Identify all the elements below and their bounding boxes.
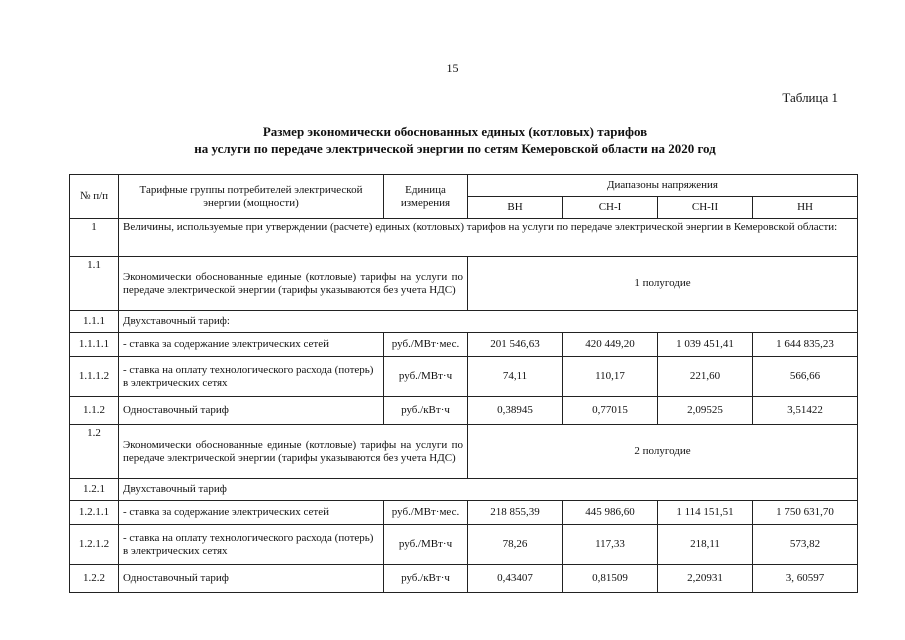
row-unit: руб./кВт·ч	[384, 397, 468, 425]
value-vn: 74,11	[468, 357, 563, 397]
header-sn1: СН-I	[563, 197, 658, 219]
row-unit: руб./МВт·ч	[384, 525, 468, 565]
header-nn: НН	[753, 197, 858, 219]
row-period: 1 полугодие	[468, 257, 858, 311]
table-row	[70, 479, 858, 501]
table-row	[70, 525, 858, 565]
row-num: 1.2	[70, 425, 119, 479]
row-unit: руб./МВт·ч	[384, 357, 468, 397]
title-line-2: на услуги по передаче электрической энергии по сетям Кемеровской области на 2020 год	[194, 141, 716, 156]
row-num: 1.1.1.2	[70, 357, 119, 397]
value-sn1: 420 449,20	[563, 333, 658, 357]
value-nn: 566,66	[753, 357, 858, 397]
row-text: Величины, используемые при утверждении (расчете) единых (котловых) тарифов на услуги по передаче электрической энергии в Кемеровской области:	[119, 219, 858, 257]
value-nn: 1 644 835,23	[753, 333, 858, 357]
header-unit: Единица измерения	[384, 175, 468, 219]
table-row	[70, 333, 858, 357]
value-sn2: 1 114 151,51	[658, 501, 753, 525]
value-nn: 3,51422	[753, 397, 858, 425]
value-nn: 1 750 631,70	[753, 501, 858, 525]
value-sn2: 2,20931	[658, 565, 753, 593]
value-sn1: 117,33	[563, 525, 658, 565]
value-sn1: 0,77015	[563, 397, 658, 425]
table-row	[70, 311, 858, 333]
value-vn: 201 546,63	[468, 333, 563, 357]
row-num: 1.2.1	[70, 479, 119, 501]
table-row	[70, 219, 858, 257]
title-line-1: Размер экономически обоснованных единых (котловых) тарифов	[262, 124, 648, 139]
row-text: - ставка на оплату технологического расхода (потерь) в электрических сетях	[119, 525, 384, 565]
value-nn: 573,82	[753, 525, 858, 565]
row-unit: руб./кВт·ч	[384, 565, 468, 593]
row-text: - ставка за содержание электрических сетей	[119, 501, 384, 525]
row-text: Экономически обоснованные единые (котловые) тарифы на услуги по передаче электрической энергии (тарифы указываются без учета НДС)	[119, 425, 468, 479]
value-sn1: 110,17	[563, 357, 658, 397]
value-vn: 0,38945	[468, 397, 563, 425]
tariff-table	[69, 174, 858, 593]
row-text: Одноставочный тариф	[119, 565, 384, 593]
row-num: 1.1.2	[70, 397, 119, 425]
table-row	[70, 357, 858, 397]
row-text: Экономически обоснованные единые (котловые) тарифы на услуги по передаче электрической энергии (тарифы указываются без учета НДС)	[119, 257, 468, 311]
row-text: Двухставочный тариф:	[119, 311, 858, 333]
value-nn: 3, 60597	[753, 565, 858, 593]
value-sn2: 2,09525	[658, 397, 753, 425]
header-num: № п/п	[70, 175, 119, 219]
row-num: 1	[70, 219, 119, 257]
value-sn1: 445 986,60	[563, 501, 658, 525]
table-row	[70, 565, 858, 593]
value-sn2: 221,60	[658, 357, 753, 397]
value-vn: 78,26	[468, 525, 563, 565]
row-num: 1.1.1.1	[70, 333, 119, 357]
row-text: - ставка за содержание электрических сетей	[119, 333, 384, 357]
value-sn1: 0,81509	[563, 565, 658, 593]
row-unit: руб./МВт·мес.	[384, 501, 468, 525]
table-row	[70, 425, 858, 479]
page-number: 15	[446, 61, 459, 75]
document-title	[60, 123, 850, 157]
row-text: - ставка на оплату технологического расхода (потерь) в электрических сетях	[119, 357, 384, 397]
row-num: 1.1	[70, 257, 119, 311]
header-voltage-ranges: Диапазоны напряжения	[468, 175, 858, 197]
table-label: Таблица 1	[782, 90, 838, 105]
value-vn: 0,43407	[468, 565, 563, 593]
row-num: 1.2.1.1	[70, 501, 119, 525]
header-vn: ВН	[468, 197, 563, 219]
table-row	[70, 257, 858, 311]
row-text: Одноставочный тариф	[119, 397, 384, 425]
header-sn2: СН-II	[658, 197, 753, 219]
row-num: 1.1.1	[70, 311, 119, 333]
header-group: Тарифные группы потребителей электрической энергии (мощности)	[119, 175, 384, 219]
row-num: 1.2.2	[70, 565, 119, 593]
row-unit: руб./МВт·мес.	[384, 333, 468, 357]
value-sn2: 218,11	[658, 525, 753, 565]
row-text: Двухставочный тариф	[119, 479, 858, 501]
value-vn: 218 855,39	[468, 501, 563, 525]
row-num: 1.2.1.2	[70, 525, 119, 565]
table-row	[70, 397, 858, 425]
value-sn2: 1 039 451,41	[658, 333, 753, 357]
row-period: 2 полугодие	[468, 425, 858, 479]
table-row	[70, 501, 858, 525]
